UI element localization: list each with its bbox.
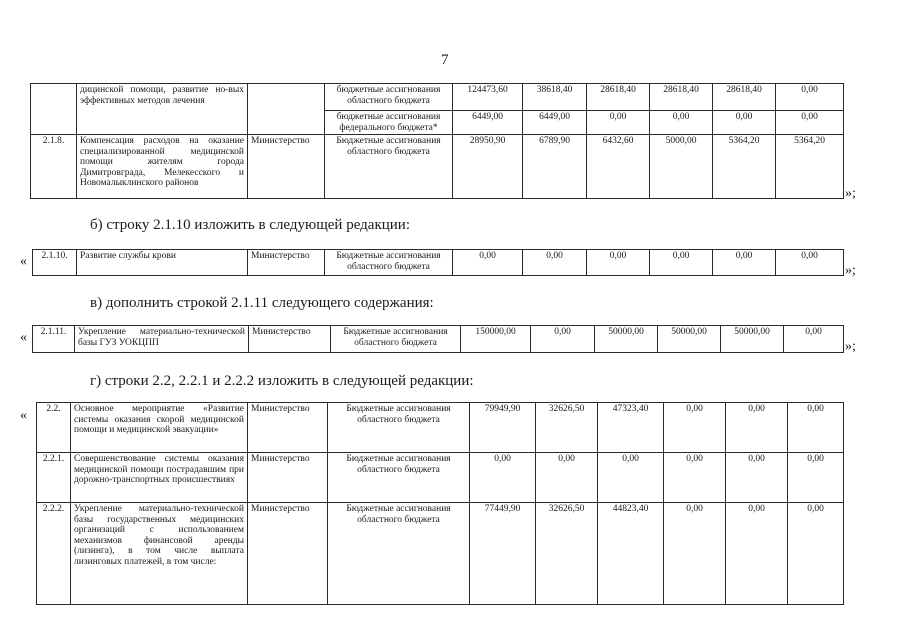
- executor: Министерство: [248, 503, 328, 605]
- row-number: 2.1.10.: [33, 250, 77, 276]
- funding-source: бюджетные ассигнования федерального бюджета*: [325, 111, 453, 135]
- value-year: 32626,50: [536, 403, 598, 453]
- value-year: 0,00: [523, 250, 587, 276]
- value-year: 0,00: [598, 453, 664, 503]
- executor: Министерство: [249, 326, 331, 353]
- funding-source: бюджетные ассигнования областного бюджета: [325, 84, 453, 111]
- funding-source: Бюджетные ассигнования областного бюджета: [328, 503, 470, 605]
- value-year: 0,00: [726, 403, 788, 453]
- value-total: 150000,00: [461, 326, 531, 353]
- executor: Министерство: [248, 453, 328, 503]
- executor: [248, 84, 325, 135]
- closing-quote: »;: [845, 339, 856, 354]
- value-year: 6432,60: [587, 135, 650, 199]
- value-year: 0,00: [713, 250, 776, 276]
- value-year: 0,00: [726, 503, 788, 605]
- value-year: 50000,00: [721, 326, 784, 353]
- table-row: [37, 453, 844, 503]
- value-year: 6449,00: [523, 111, 587, 135]
- value-year: 0,00: [650, 250, 713, 276]
- funding-source: Бюджетные ассигнования областного бюджета: [328, 453, 470, 503]
- value-year: 0,00: [784, 326, 844, 353]
- value-year: 0,00: [788, 453, 844, 503]
- opening-quote: «: [20, 254, 27, 269]
- value-year: 0,00: [713, 111, 776, 135]
- executor: Министерство: [248, 250, 325, 276]
- table-row: [37, 503, 844, 605]
- measure-name: Укрепление материально-технической базы ГУЗ УОКЦПП: [75, 326, 249, 353]
- row-number: [31, 84, 77, 135]
- value-year: 5364,20: [713, 135, 776, 199]
- row-number: 2.2.2.: [37, 503, 71, 605]
- executor: Министерство: [248, 403, 328, 453]
- value-total: 0,00: [453, 250, 523, 276]
- measure-name: Компенсация расходов на оказание специализированной медицинской помощи жителям города Димитровграда, Мелекесского и Новомалыклинского районов: [77, 135, 248, 199]
- value-year: 0,00: [788, 503, 844, 605]
- amendment-caption-b: б) строку 2.1.10 изложить в следующей редакции:: [90, 217, 410, 233]
- measure-name: Укрепление материально-технической базы государственных медицинских организаций с использованием механизмов финансовой аренды (лизинга), в том числе выплата лизинговых платежей, в том числе:: [71, 503, 248, 605]
- amendment-caption-g: г) строки 2.2, 2.2.1 и 2.2.2 изложить в следующей редакции:: [90, 373, 474, 389]
- value-total: 124473,60: [453, 84, 523, 111]
- value-total: 77449,90: [470, 503, 536, 605]
- opening-quote: «: [20, 408, 27, 423]
- page-number: 7: [441, 52, 449, 68]
- funding-source: Бюджетные ассигнования областного бюджета: [325, 135, 453, 199]
- opening-quote: «: [20, 330, 27, 345]
- value-year: 0,00: [587, 111, 650, 135]
- top-table: [30, 83, 844, 199]
- row-number: 2.2.: [37, 403, 71, 453]
- measure-name: Совершенствование системы оказания медицинской помощи пострадавшим при дорожно-транспортных происшествиях: [71, 453, 248, 503]
- row-number: 2.1.11.: [33, 326, 75, 353]
- row-2-1-11-table: [32, 325, 844, 353]
- value-year: 28618,40: [650, 84, 713, 111]
- value-year: 47323,40: [598, 403, 664, 453]
- value-year: 0,00: [664, 453, 726, 503]
- row-2-1-10-table: [32, 249, 844, 276]
- value-year: 6789,90: [523, 135, 587, 199]
- row-number: 2.1.8.: [31, 135, 77, 199]
- value-year: 0,00: [788, 403, 844, 453]
- value-total: 28950,90: [453, 135, 523, 199]
- measure-name: Развитие службы крови: [77, 250, 248, 276]
- measure-name: Основное мероприятие «Развитие системы оказания скорой медицинской помощи и медицинской эвакуации»: [71, 403, 248, 453]
- value-year: 0,00: [664, 403, 726, 453]
- value-year: 38618,40: [523, 84, 587, 111]
- value-year: 50000,00: [595, 326, 658, 353]
- funding-source: Бюджетные ассигнования областного бюджета: [328, 403, 470, 453]
- table-row: [33, 326, 844, 353]
- value-year: 5000,00: [650, 135, 713, 199]
- value-year: 0,00: [776, 250, 844, 276]
- value-year: 28618,40: [587, 84, 650, 111]
- value-year: 50000,00: [658, 326, 721, 353]
- funding-source: Бюджетные ассигнования областного бюджета: [331, 326, 461, 353]
- value-year: 0,00: [587, 250, 650, 276]
- closing-quote: »;: [845, 186, 856, 201]
- value-total: 79949,90: [470, 403, 536, 453]
- closing-quote: »;: [845, 263, 856, 278]
- value-year: 0,00: [776, 84, 844, 111]
- value-total: 6449,00: [453, 111, 523, 135]
- value-year: 0,00: [531, 326, 595, 353]
- table-row: [31, 84, 844, 111]
- executor: Министерство: [248, 135, 325, 199]
- value-year: 0,00: [664, 503, 726, 605]
- value-year: 0,00: [536, 453, 598, 503]
- funding-source: Бюджетные ассигнования областного бюджета: [325, 250, 453, 276]
- value-year: 5364,20: [776, 135, 844, 199]
- value-year: 44823,40: [598, 503, 664, 605]
- value-year: 0,00: [650, 111, 713, 135]
- value-year: 32626,50: [536, 503, 598, 605]
- amendment-caption-v: в) дополнить строкой 2.1.11 следующего содержания:: [90, 295, 434, 311]
- value-total: 0,00: [470, 453, 536, 503]
- bottom-table: [36, 402, 844, 605]
- row-number: 2.2.1.: [37, 453, 71, 503]
- value-year: 0,00: [776, 111, 844, 135]
- measure-name: дицинской помощи, развитие но-вых эффективных методов лечения: [77, 84, 248, 135]
- value-year: 0,00: [726, 453, 788, 503]
- table-row: [37, 403, 844, 453]
- table-row: [31, 135, 844, 199]
- value-year: 28618,40: [713, 84, 776, 111]
- table-row: [33, 250, 844, 276]
